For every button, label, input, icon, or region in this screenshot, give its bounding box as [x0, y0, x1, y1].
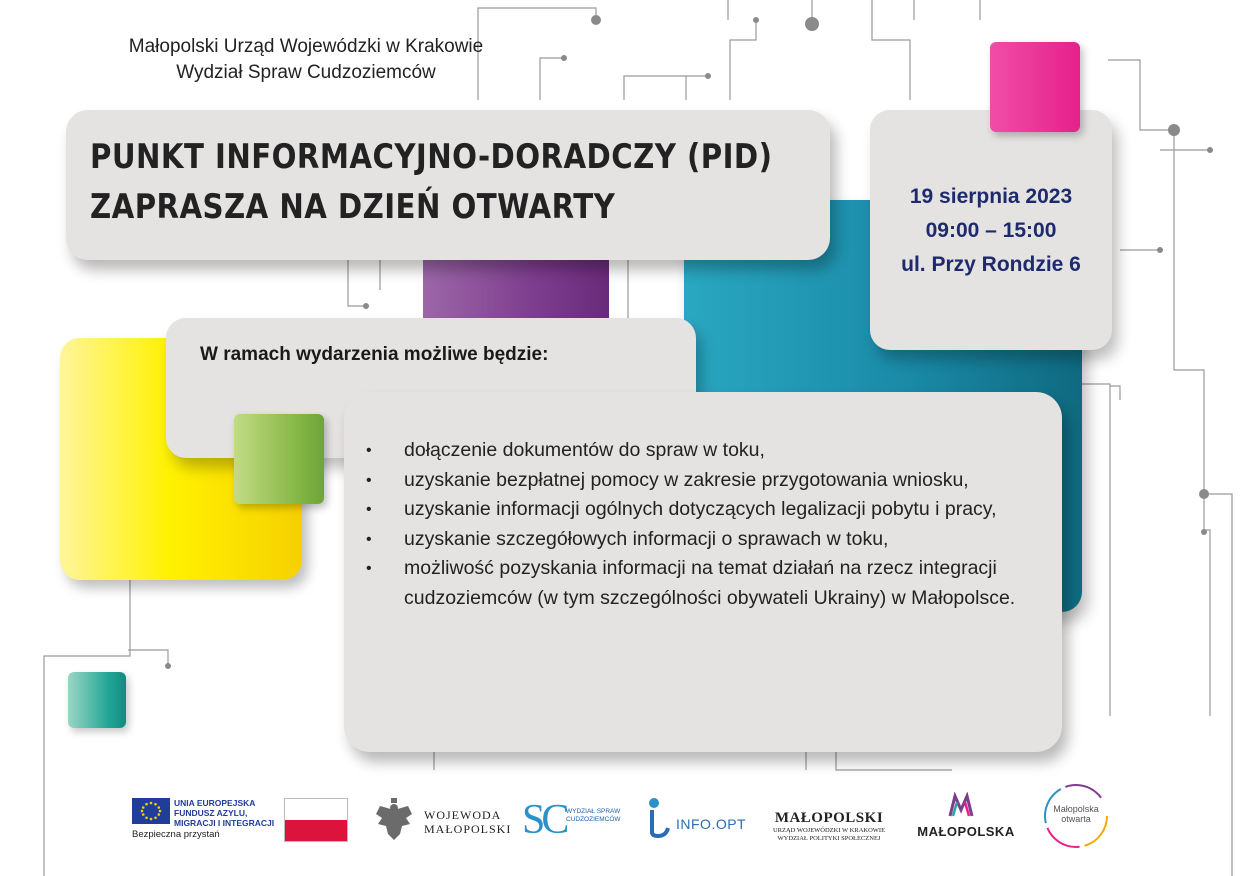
wojewoda-line-2: MAŁOPOLSKI	[424, 822, 512, 836]
list-item: • dołączenie dokumentów do spraw w toku,	[366, 436, 1026, 466]
event-details-panel	[870, 110, 1112, 350]
eagle-emblem-icon	[374, 796, 414, 842]
eu-flag-icon	[132, 798, 170, 824]
sc-logo-label: WYDZIAŁ SPRAW CUDZOZIEMCÓW	[566, 808, 621, 823]
event-address: ul. Przy Rondzie 6	[901, 253, 1081, 276]
department-name: Wydział Spraw Cudzoziemców	[176, 62, 436, 83]
organization-header	[96, 34, 516, 86]
malopolski-small-1: URZĄD WOJEWÓDZKI W KRAKOWIE	[772, 827, 886, 834]
list-item: • uzyskanie bezpłatnej pomocy w zakresie przygotowania wniosku,	[366, 466, 1026, 496]
otwarta-line-1: Małopolska	[1053, 804, 1099, 814]
malopolski-big: MAŁOPOLSKI	[774, 810, 884, 826]
polish-flag-icon	[284, 798, 348, 842]
wojewoda-line-1: WOJEWODA	[424, 808, 502, 822]
pink-square-decoration	[990, 42, 1080, 132]
teal-small-square-decoration	[68, 672, 126, 728]
info-opt-label: INFO.OPT	[676, 816, 747, 832]
eu-line-3: MIGRACJI I INTEGRACJI	[174, 818, 275, 828]
wojewoda-label	[424, 808, 511, 836]
otwarta-line-2: otwarta	[1061, 814, 1091, 824]
event-time: 09:00 – 15:00	[925, 219, 1057, 242]
list-item: • uzyskanie informacji ogólnych dotyczących legalizacji pobytu i pracy,	[366, 495, 1026, 525]
eu-fund-label	[174, 798, 284, 828]
malopolski-office-label	[770, 810, 888, 843]
green-square-decoration	[234, 414, 324, 504]
malopolska-mark-icon	[948, 792, 974, 818]
list-item: • możliwość pozyskania informacji na temat działań na rzecz integracji cudzoziemców (w tym szczególności obywateli Ukrainy) w Małopolsce.	[366, 554, 1026, 613]
partner-logos-footer	[0, 778, 1241, 876]
malopolska-label: MAŁOPOLSKA	[917, 824, 1015, 839]
sc-logo-letters: SC	[522, 797, 566, 843]
list-item: • uzyskanie szczegółowych informacji o sprawach w toku,	[366, 525, 1026, 555]
eu-line-2: FUNDUSZ AZYLU,	[174, 808, 248, 818]
purple-decorative-block	[423, 250, 609, 322]
title-line-2: ZAPRASZA NA DZIEŃ OTWARTY	[90, 187, 616, 227]
title-panel	[66, 110, 830, 260]
malopolska-otwarta-label	[1040, 804, 1112, 824]
malopolski-small-2: WYDZIAŁ POLITYKI SPOŁECZNEJ	[777, 835, 881, 842]
event-date: 19 sierpnia 2023	[909, 185, 1073, 208]
info-icon	[644, 796, 674, 838]
page-title	[90, 132, 772, 232]
title-line-1: PUNKT INFORMACYJNO-DORADCZY (PID)	[90, 137, 773, 177]
offer-list	[366, 436, 1026, 613]
offer-list-panel	[344, 392, 1062, 752]
organization-name: Małopolski Urząd Wojewódzki w Krakowie	[128, 36, 484, 57]
eu-line-1: UNIA EUROPEJSKA	[174, 798, 256, 808]
eu-subtitle: Bezpieczna przystań	[132, 829, 220, 840]
intro-heading: W ramach wydarzenia możliwe będzie:	[200, 344, 549, 365]
